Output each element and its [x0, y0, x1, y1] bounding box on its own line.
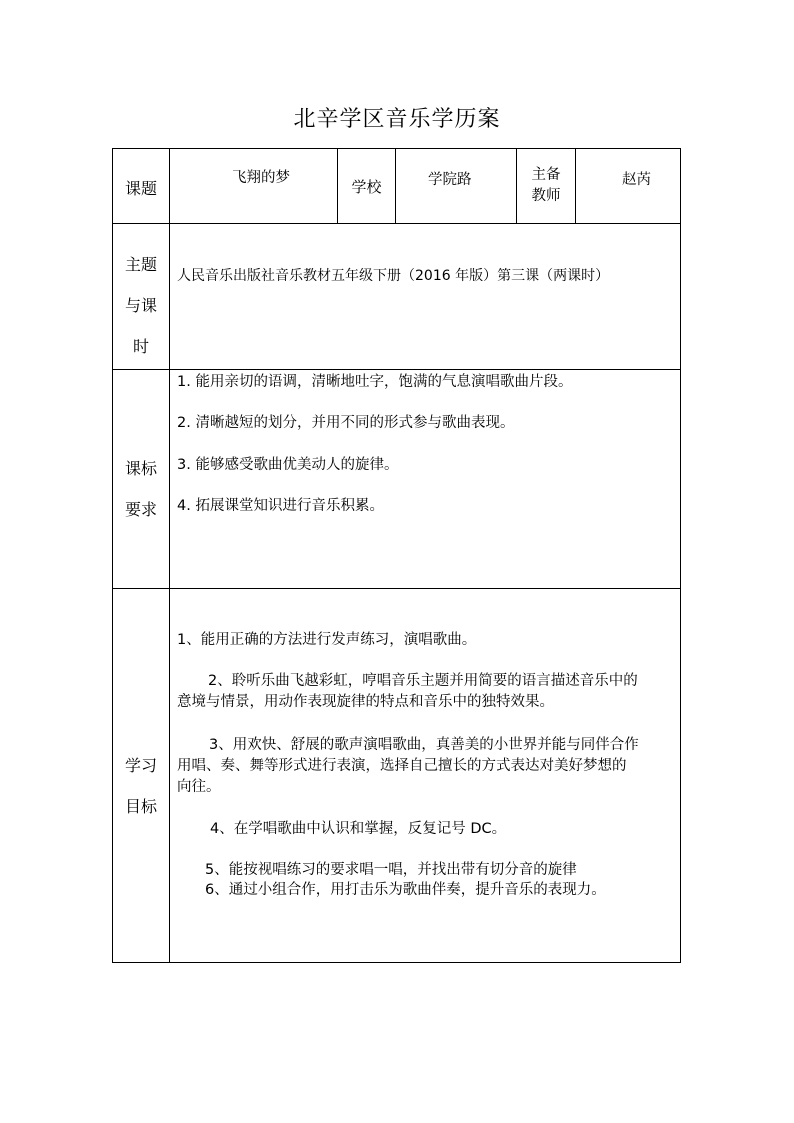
- table-label-divider: [169, 148, 170, 963]
- objective-1: 1、能用正确的方法进行发声练习，演唱歌曲。: [177, 632, 477, 648]
- topic-label: [113, 244, 169, 367]
- objective-4: 4、在学唱歌曲中认识和掌握，反复记号 DC。: [210, 821, 507, 837]
- objectives-label-line2: 目标: [124, 797, 157, 816]
- table-row-divider: [112, 223, 681, 224]
- table-row-divider: [112, 369, 681, 370]
- header-cell-divider: [395, 148, 396, 224]
- objective-2-line1: 2、聆听乐曲飞越彩虹，哼唱音乐主题并用简要的语言描述音乐中的: [208, 673, 638, 689]
- lesson-label: 课题: [124, 179, 157, 198]
- table-border-top: [112, 148, 681, 149]
- topic-label-line3: 时: [132, 337, 149, 356]
- school-value: 学院路: [428, 172, 472, 188]
- objectives-label: [113, 745, 169, 827]
- topic-label-line2: 与课: [124, 296, 157, 315]
- teacher-label-line1: 主备: [531, 167, 561, 183]
- table-border-right: [680, 148, 681, 963]
- objective-5: 5、能按视唱练习的要求唱一唱，并找出带有切分音的旋律: [205, 862, 577, 878]
- objective-2-line2: 意境与情景，用动作表现旋律的特点和音乐中的独特效果。: [177, 694, 554, 710]
- standard-item-4: 4. 拓展课堂知识进行音乐积累。: [177, 498, 384, 514]
- header-cell-divider: [575, 148, 576, 224]
- objective-6: 6、通过小组合作，用打击乐为歌曲伴奏，提升音乐的表现力。: [205, 882, 606, 898]
- school-label: 学校: [351, 178, 382, 196]
- objective-3-line1: 3、用欢快、舒展的歌声演唱歌曲，真善美的小世界并能与同伴合作: [209, 737, 639, 753]
- standard-item-1: 1. 能用亲切的语调，清晰地吐字，饱满的气息演唱歌曲片段。: [177, 374, 573, 390]
- standards-label: [113, 448, 169, 530]
- lesson-value: 飞翔的梦: [232, 170, 290, 186]
- table-border-bottom: [112, 962, 681, 963]
- objective-3-line2: 用唱、奏、舞等形式进行表演，选择自己擅长的方式表达对美好梦想的: [177, 758, 627, 774]
- standard-item-2: 2. 清晰越短的划分，并用不同的形式参与歌曲表现。: [177, 415, 515, 431]
- standards-label-line2: 要求: [124, 500, 157, 519]
- table-row-divider: [112, 588, 681, 589]
- standard-item-3: 3. 能够感受歌曲优美动人的旋律。: [177, 457, 399, 473]
- objective-3-line3: 向往。: [177, 779, 221, 795]
- teacher-label: [517, 165, 575, 207]
- teacher-label-line2: 教师: [531, 188, 561, 204]
- page-title: 北辛学区音乐学历案: [293, 107, 501, 132]
- objectives-label-line1: 学习: [124, 756, 157, 775]
- teacher-value: 赵芮: [622, 172, 651, 188]
- topic-label-line1: 主题: [124, 255, 157, 274]
- standards-label-line1: 课标: [124, 459, 157, 478]
- topic-value: 人民音乐出版社音乐教材五年级下册（2016 年版）第三课（两课时）: [177, 268, 610, 284]
